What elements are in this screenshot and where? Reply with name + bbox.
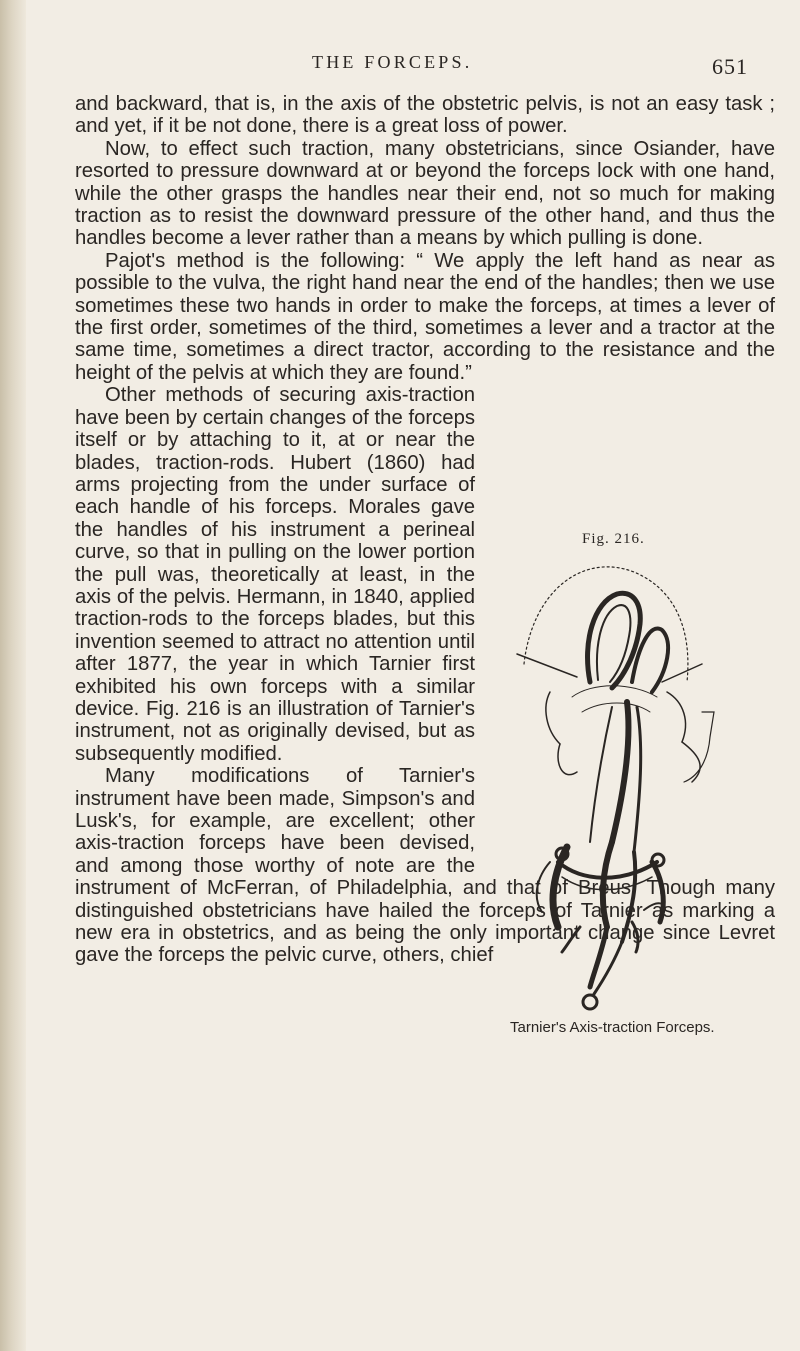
book-spine-edge — [0, 0, 26, 1351]
figure-caption: Tarnier's Axis-traction Forceps. — [510, 1019, 715, 1036]
forceps-illustration — [462, 532, 772, 1024]
paragraph-1: and backward, that is, in the axis of the obstetric pelvis, is not an easy task ; and yet, if it be not done, there is a great loss of power. — [75, 93, 775, 138]
figure-number: Fig. 216. — [582, 531, 645, 547]
page-header — [0, 50, 800, 80]
running-head: THE FORCEPS. — [312, 52, 473, 72]
paragraph-3: Pajot's method is the following: “ We apply the left hand as near as possible to the vulva, the right hand near the end of the handles; then we use sometimes these two hands in order to make the forceps, at times a lever of the first order, sometimes of the third, sometimes a lever and a tractor at the same time, sometimes a direct tractor, according to the resistance and the height of the pelvis at which they are found.” — [75, 249, 775, 384]
paragraph-4: Other methods of securing axis-traction have been by certain changes of the forceps itself or by attaching to it, at or near the blades, traction-rods. Hubert (1860) had arms projecting from the under surface of each handle of his forceps. Morales gave the handles of his instrument a perineal curve, so that in pulling on the lower portion the pull was, theoretically at least, in the axis of the pelvis. Hermann, in 1840, applied traction-rods to the forceps blades, but this invention seemed to attract no attention until after 1877, the year in which Tarnier first exhibited his own forceps with a similar device. Fig. 216 is an illustration of Tarnier's instrument, not as originally devised, but as subsequently modified. — [75, 384, 475, 765]
page-number: 651 — [712, 54, 748, 79]
paragraph-2: Now, to effect such traction, many obstetricians, since Osiander, have resorted to pressure downward at or beyond the forceps lock with one hand, while the other grasps the handles near their end, not so much for making traction as to resist the downward pressure of the other hand, and thus the handles become a lever rather than a means by which pulling is done. — [75, 137, 775, 250]
forceps-drawing — [462, 532, 772, 1024]
paragraph-5: Many modifications of Tarnier's instrument have been made, Simpson's and Lusk's, for example, are excellent; other axis-traction forceps have been devised, and among those worthy of note are the instrument of McFerran, of Philadelphia, and that of Breus. Though many distinguished obstetricians have hailed the forceps of Tarnier as marking a new era in obstetrics, and as being the only important change since Levret gave the forceps the pelvic curve, others, chief — [75, 765, 775, 967]
